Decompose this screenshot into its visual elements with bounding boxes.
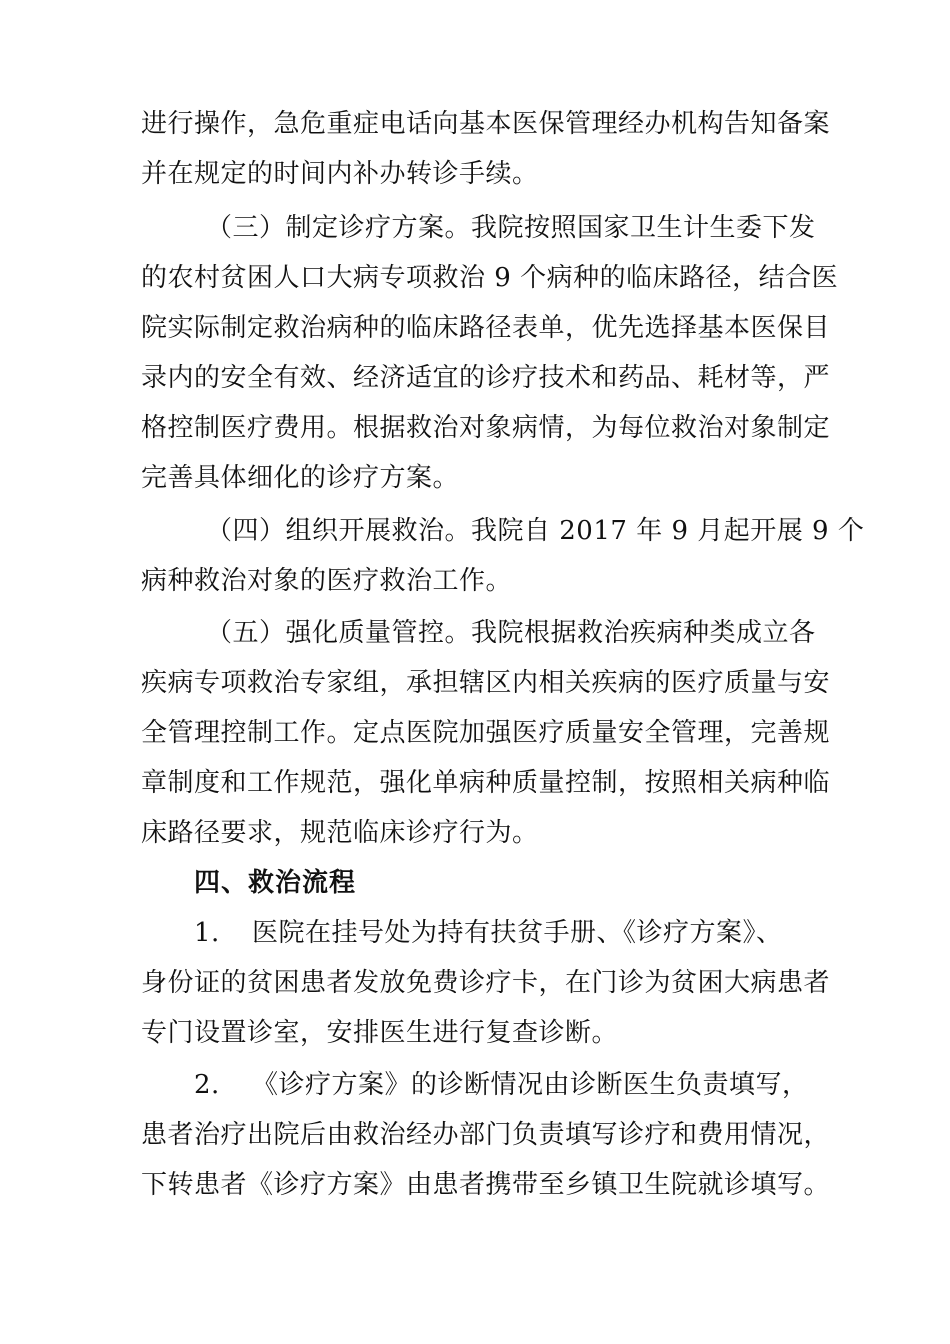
text-line: 病种救治对象的医疗救治工作。	[141, 566, 513, 596]
text-line: 录内的安全有效、经济适宜的诊疗技术和药品、耗材等，严	[141, 363, 831, 393]
list-item-text: 《诊疗方案》的诊断情况由诊断医生负责填写，	[252, 1070, 809, 1100]
section-heading: 四、救治流程	[194, 868, 357, 898]
text-line: 身份证的贫困患者发放免费诊疗卡，在门诊为贫困大病患者	[141, 968, 831, 998]
text-line: 院实际制定救治病种的临床路径表单，优先选择基本医保目	[141, 313, 831, 343]
list-item-2-first-line	[194, 1068, 809, 1102]
text-line: 全管理控制工作。定点医院加强医疗质量安全管理，完善规	[141, 718, 831, 748]
text-line: 进行操作，急危重症电话向基本医保管理经办机构告知备案	[141, 109, 831, 139]
text-line: 床路径要求，规范临床诊疗行为。	[141, 818, 539, 848]
paragraph-start-3: （三）制定诊疗方案。我院按照国家卫生计生委下发	[206, 213, 816, 243]
text-line: 疾病专项救治专家组，承担辖区内相关疾病的医疗质量与安	[141, 668, 831, 698]
text-line: 完善具体细化的诊疗方案。	[141, 463, 460, 493]
text-line: 的农村贫困人口大病专项救治 9 个病种的临床路径，结合医	[141, 263, 839, 293]
text-line: 章制度和工作规范，强化单病种质量控制，按照相关病种临	[141, 768, 831, 798]
text-line: 并在规定的时间内补办转诊手续。	[141, 159, 539, 189]
list-item-text: 医院在挂号处为持有扶贫手册、《诊疗方案》、	[252, 918, 783, 948]
list-item-1-first-line	[194, 916, 783, 950]
list-item-number: 2.	[194, 1070, 220, 1100]
text-line: 下转患者《诊疗方案》由患者携带至乡镇卫生院就诊填写。	[141, 1170, 831, 1200]
text-line: 患者治疗出院后由救治经办部门负责填写诊疗和费用情况，	[141, 1120, 831, 1150]
paragraph-start-5: （五）强化质量管控。我院根据救治疾病种类成立各	[206, 618, 816, 648]
text-line: 专门设置诊室，安排医生进行复查诊断。	[141, 1018, 619, 1048]
paragraph-start-4: （四）组织开展救治。我院自 2017 年 9 月起开展 9 个	[206, 516, 865, 546]
list-item-number: 1.	[194, 918, 220, 948]
text-line: 格控制医疗费用。根据救治对象病情，为每位救治对象制定	[141, 413, 831, 443]
